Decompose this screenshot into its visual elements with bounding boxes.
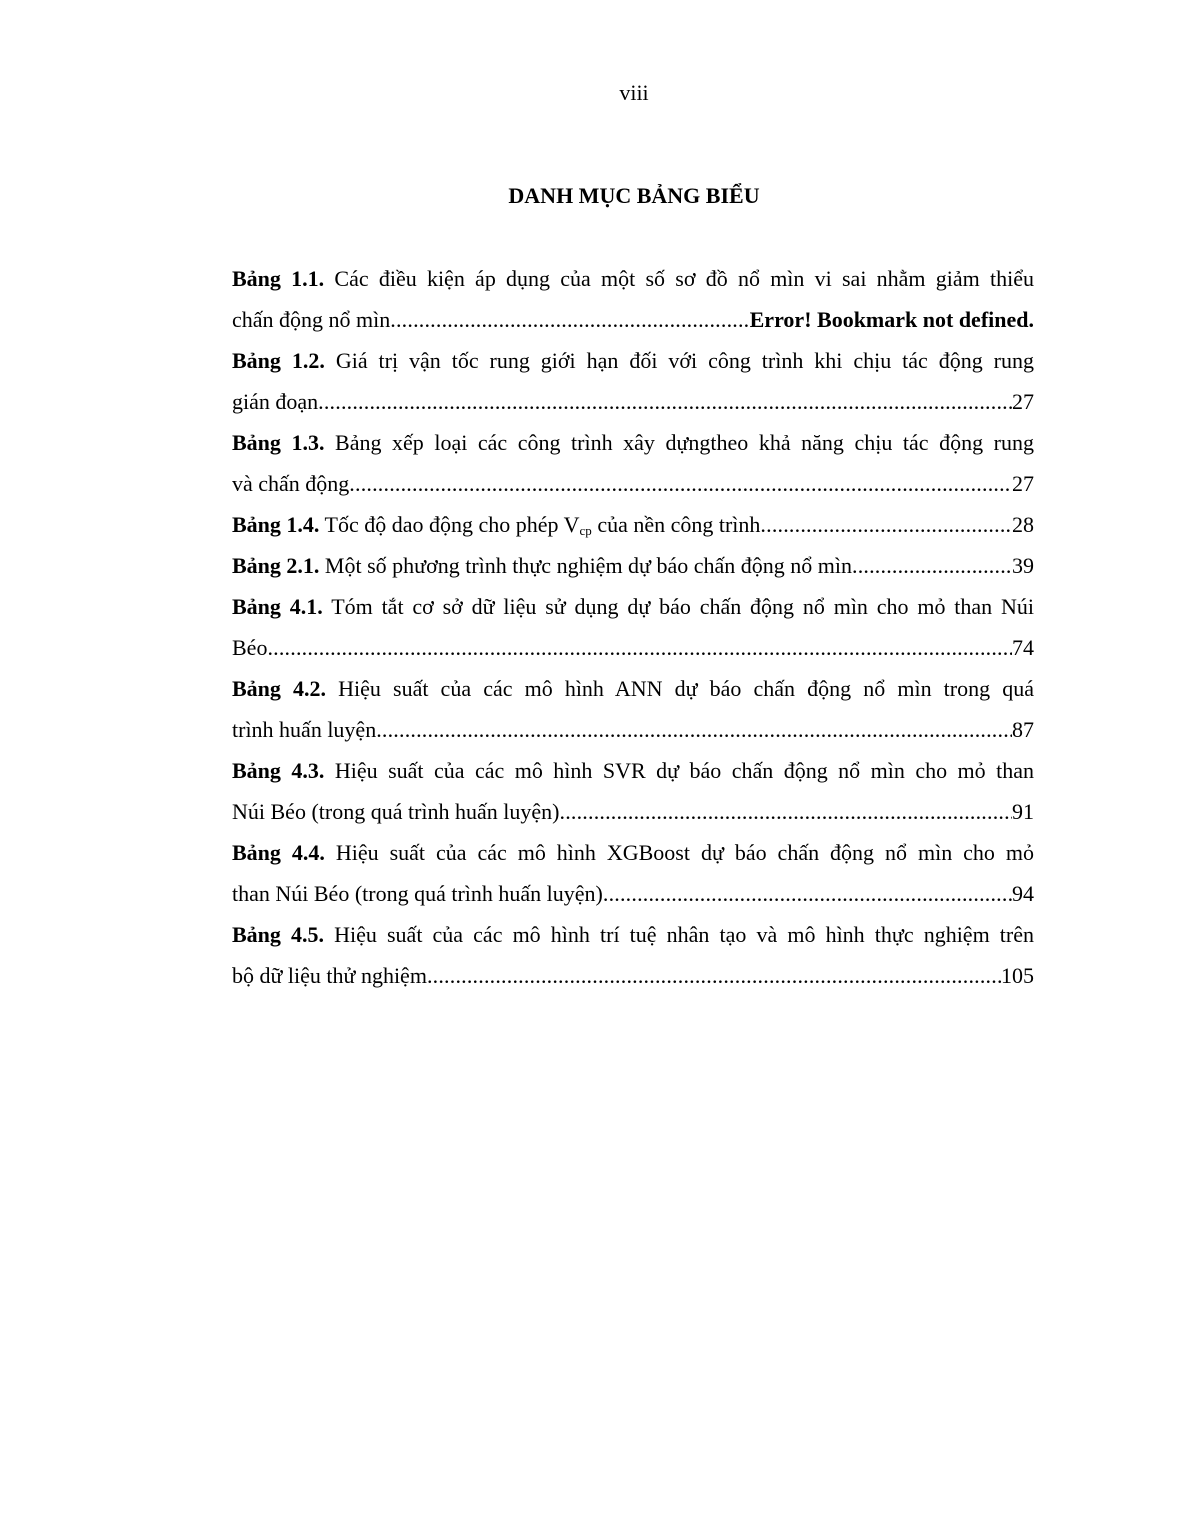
toc-entry-last-line [232, 955, 1034, 996]
dot-leader [318, 381, 1012, 422]
toc-entry-title-continued: Béo [232, 635, 268, 660]
toc-entry-label: Bảng 1.4. [232, 512, 320, 537]
toc-entry-title-continued: trình huấn luyện [232, 717, 377, 742]
toc-entry-title: Các điều kiện áp dụng của một số sơ đồ nổ mìn vi sai nhằm giảm thiểu [334, 266, 1034, 291]
toc-entry-page-ref[interactable]: 27 [1012, 471, 1034, 496]
toc-entry-single-line [232, 545, 1034, 586]
toc-entry-first-line [232, 422, 1034, 463]
toc-entry-title: Một số phương trình thực nghiệm dự báo chấn động nổ mìn [324, 553, 852, 578]
toc-entry-first-line [232, 668, 1034, 709]
toc-entry-first-line [232, 914, 1034, 955]
toc-entry-page-ref[interactable]: 74 [1012, 635, 1034, 660]
toc-entry[interactable] [232, 340, 1034, 422]
dot-leader [852, 545, 1012, 586]
toc-entry-page-ref[interactable]: 39 [1012, 553, 1034, 578]
table-of-tables [232, 258, 1034, 996]
toc-entry-title-continued: Núi Béo (trong quá trình huấn luyện) [232, 799, 560, 824]
toc-entry-last-line [232, 709, 1034, 750]
toc-entry[interactable] [232, 504, 1034, 545]
toc-entry[interactable] [232, 750, 1034, 832]
dot-leader [267, 627, 1012, 668]
dot-leader [603, 873, 1012, 914]
toc-entry-label: Bảng 4.1. [232, 594, 323, 619]
toc-entry-title: Hiệu suất của các mô hình trí tuệ nhân tạo và mô hình thực nghiệm trên [334, 922, 1034, 947]
toc-entry-last-line [232, 299, 1034, 340]
toc-entry-title-wrap [232, 545, 852, 586]
dot-leader [349, 463, 1012, 504]
toc-entry-title: Hiệu suất của các mô hình SVR dự báo chấn động nổ mìn cho mỏ than [334, 758, 1034, 783]
toc-entry[interactable] [232, 668, 1034, 750]
toc-entry-page-ref[interactable]: 94 [1012, 881, 1034, 906]
toc-entry-page-ref[interactable]: 105 [1001, 963, 1034, 988]
dot-leader [427, 955, 1001, 996]
toc-entry-title-continued: gián đoạn [232, 389, 319, 414]
toc-entry-title-wrap [232, 504, 760, 545]
toc-entry[interactable] [232, 914, 1034, 996]
toc-entry-title: Hiệu suất của các mô hình XGBoost dự báo chấn động nổ mìn cho mỏ [335, 840, 1034, 865]
toc-entry-page-ref[interactable]: 27 [1012, 389, 1034, 414]
toc-entry-last-line [232, 463, 1034, 504]
toc-entry-title-continued: than Núi Béo (trong quá trình huấn luyện) [232, 881, 603, 906]
toc-entry-page-ref[interactable]: Error! Bookmark not defined. [749, 307, 1034, 332]
toc-entry[interactable] [232, 586, 1034, 668]
toc-entry-title-after: của nền công trình [591, 512, 761, 537]
dot-leader [560, 791, 1013, 832]
toc-entry-label: Bảng 1.2. [232, 348, 325, 373]
toc-entry-page-ref[interactable]: 28 [1012, 512, 1034, 537]
toc-entry-single-line [232, 504, 1034, 545]
toc-entry-last-line [232, 381, 1034, 422]
toc-entry-label: Bảng 1.1. [232, 266, 325, 291]
toc-entry-label: Bảng 1.3. [232, 430, 325, 455]
toc-entry-label: Bảng 4.2. [232, 676, 327, 701]
toc-entry-label: Bảng 4.4. [232, 840, 325, 865]
toc-entry[interactable] [232, 832, 1034, 914]
dot-leader [390, 299, 749, 340]
toc-entry-label: Bảng 4.5. [232, 922, 325, 947]
toc-entry-label: Bảng 4.3. [232, 758, 325, 783]
toc-entry-title-continued: bộ dữ liệu thử nghiệm [232, 963, 427, 988]
toc-entry[interactable] [232, 258, 1034, 340]
toc-entry-title: Giá trị vận tốc rung giới hạn đối với công trình khi chịu tác động rung [335, 348, 1034, 373]
dot-leader [760, 504, 1012, 545]
toc-entry-first-line [232, 586, 1034, 627]
toc-entry-title: Bảng xếp loại các công trình xây dựngtheo khả năng chịu tác động rung [335, 430, 1034, 455]
toc-entry-first-line [232, 750, 1034, 791]
toc-entry-last-line [232, 627, 1034, 668]
toc-entry-page-ref[interactable]: 91 [1012, 799, 1034, 824]
toc-entry-first-line [232, 258, 1034, 299]
toc-entry-page-ref[interactable]: 87 [1012, 717, 1034, 742]
toc-entry-title: Tóm tắt cơ sở dữ liệu sử dụng dự báo chấn động nổ mìn cho mỏ than Núi [331, 594, 1034, 619]
toc-entry-title-continued: và chấn động [232, 471, 350, 496]
toc-entry-label: Bảng 2.1. [232, 553, 320, 578]
toc-entry-title-continued: chấn động nổ mìn [232, 307, 391, 332]
page-number: viii [619, 80, 649, 105]
toc-entry-first-line [232, 832, 1034, 873]
toc-entry-subscript: cp [579, 523, 592, 538]
page-title: DANH MỤC BẢNG BIỂU [508, 183, 760, 208]
toc-entry-title: Hiệu suất của các mô hình ANN dự báo chấn động nổ mìn trong quá [338, 676, 1034, 701]
toc-entry-last-line [232, 873, 1034, 914]
toc-entry[interactable] [232, 422, 1034, 504]
toc-entry-first-line [232, 340, 1034, 381]
toc-entry[interactable] [232, 545, 1034, 586]
dot-leader [376, 709, 1012, 750]
toc-entry-last-line [232, 791, 1034, 832]
toc-entry-title: Tốc độ dao động cho phép V [324, 512, 580, 537]
